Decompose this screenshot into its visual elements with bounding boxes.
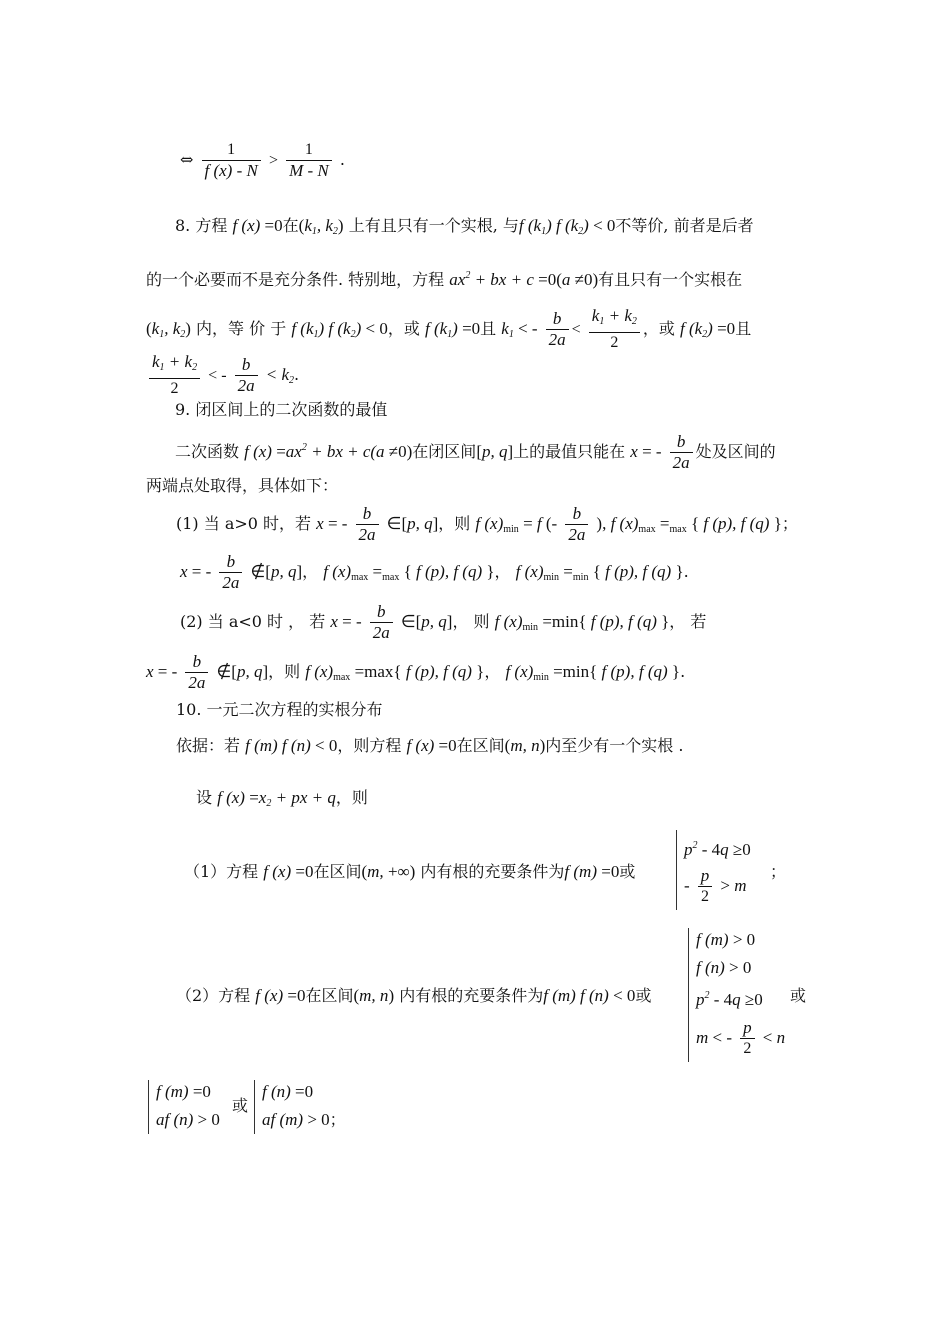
case-1-cond-1: $p^2 - 4q \ge 0$ xyxy=(684,840,751,859)
brace-case-2 xyxy=(688,928,689,1062)
item-10-basis: 依据：若 f (m) f (n) < 0，则方程 f (x) =0在区间(m, n)内至少有一个实根 . xyxy=(176,736,684,755)
item-9-case-1a: (1) 当 a>0 时，若 x = - $\frac{b}{2a}$ ∈[p, q]，则 f $(x)_{min} = f$ (- $\frac{b}{2a}$ ), f $(x)_{max} =_{max}$ { f (p), f (q) }； xyxy=(176,504,798,544)
brace-system-b xyxy=(254,1080,255,1134)
item-9-case-2b: x = - $\frac{b}{2a}$ ∉[p, q]，则 f $(x)_{max} =\max${ f (p), f (q) }， f $(x)_{min} =\min${ f (p), f (q) }. xyxy=(146,652,686,692)
system-or: 或 xyxy=(232,1096,249,1115)
item-9-line-1: 二次函数 f $(x) =ax^2$ + bx + c(a ≠0)在闭区间[p, q]上的最值只能在 x = - $\frac{b}{2a}$ 处及区间的 xyxy=(175,432,776,472)
item-9-line-2: 两端点处取得，具体如下： xyxy=(146,476,339,495)
brace-system-a xyxy=(148,1080,149,1134)
system-a-2: af (n) > 0 xyxy=(156,1110,220,1129)
case-2-cond-3: $p^2 - 4q \ge 0$ xyxy=(696,990,763,1009)
item-10-case-1: （1）方程 f (x) =0在区间(m, +∞) 内有根的充要条件为f (m) =0或 xyxy=(184,862,636,881)
item-10-case-2: （2）方程 f (x) =0在区间(m, n) 内有根的充要条件为f (m) f (n) < 0或 xyxy=(176,986,652,1005)
item-8-line-4: $\frac{k_1 + k_2}{2}$ < - $\frac{b}{2a}$ < $k_2$. xyxy=(146,352,299,399)
system-b-1: f (n) =0 xyxy=(262,1082,314,1101)
case-2-cond-2: f (n) > 0 xyxy=(696,958,752,977)
item-10-title: 10. 一元二次方程的实根分布 xyxy=(176,700,383,719)
item-8-line-1: 8. 方程 f (x) =0在($k_1$, $k_2$) 上有且只有一个实根, 与f $(k_1)$ f $(k_2) < 0$不等价, 前者是后者 xyxy=(175,216,754,237)
case-2-cond-4: m < - $\frac{p}{2}$ < n xyxy=(696,1018,786,1057)
system-b-2: af (m) > 0； xyxy=(262,1110,346,1129)
item-9-case-1b: x = - $\frac{b}{2a}$ ∉[p, q]， f $(x)_{max} =_{max}$ { f (p), f (q) }， f $(x)_{min} =_{min}$ { f (p), f (q) }. xyxy=(180,552,689,592)
case-1-semicolon: ； xyxy=(770,862,787,881)
item-8-line-3: ($k_1$, $k_2$) 内，等 价 于 f $(k_1)$ f $(k_2) < 0$，或 f $(k_1) =0$且 $k_1$ < - $\frac{b}{2a}$ < $\frac{k_1 + k_2}{2}$ ，或 f $(k_2) =0$且 xyxy=(146,306,752,351)
system-a-1: f (m) =0 xyxy=(156,1082,211,1101)
case-2-or: 或 xyxy=(790,986,807,1005)
item-10-setup: 设 f $(x) =x_2$ + px + q，则 xyxy=(196,788,368,809)
case-2-cond-1: f (m) > 0 xyxy=(696,930,756,949)
equiv-line: ⇔ $\frac{1}{f (x) - N}$ > $\frac{1}{M - N}$ . xyxy=(180,141,345,180)
brace-case-1 xyxy=(676,830,677,910)
item-8-line-2: 的一个必要而不是充分条件. 特别地，方程 $ax^2$ + bx + c =0(a ≠0)有且只有一个实根在 xyxy=(146,270,743,289)
item-9-title: 9. 闭区间上的二次函数的最值 xyxy=(175,400,388,419)
case-1-cond-2: - $\frac{p}{2}$ > m xyxy=(684,866,747,905)
item-9-case-2a: (2) 当 a<0 时 ， 若 x = - $\frac{b}{2a}$ ∈[p, q]， 则 f $(x)_{min} =\min${ f (p), f (q) }， 若 xyxy=(180,602,707,642)
